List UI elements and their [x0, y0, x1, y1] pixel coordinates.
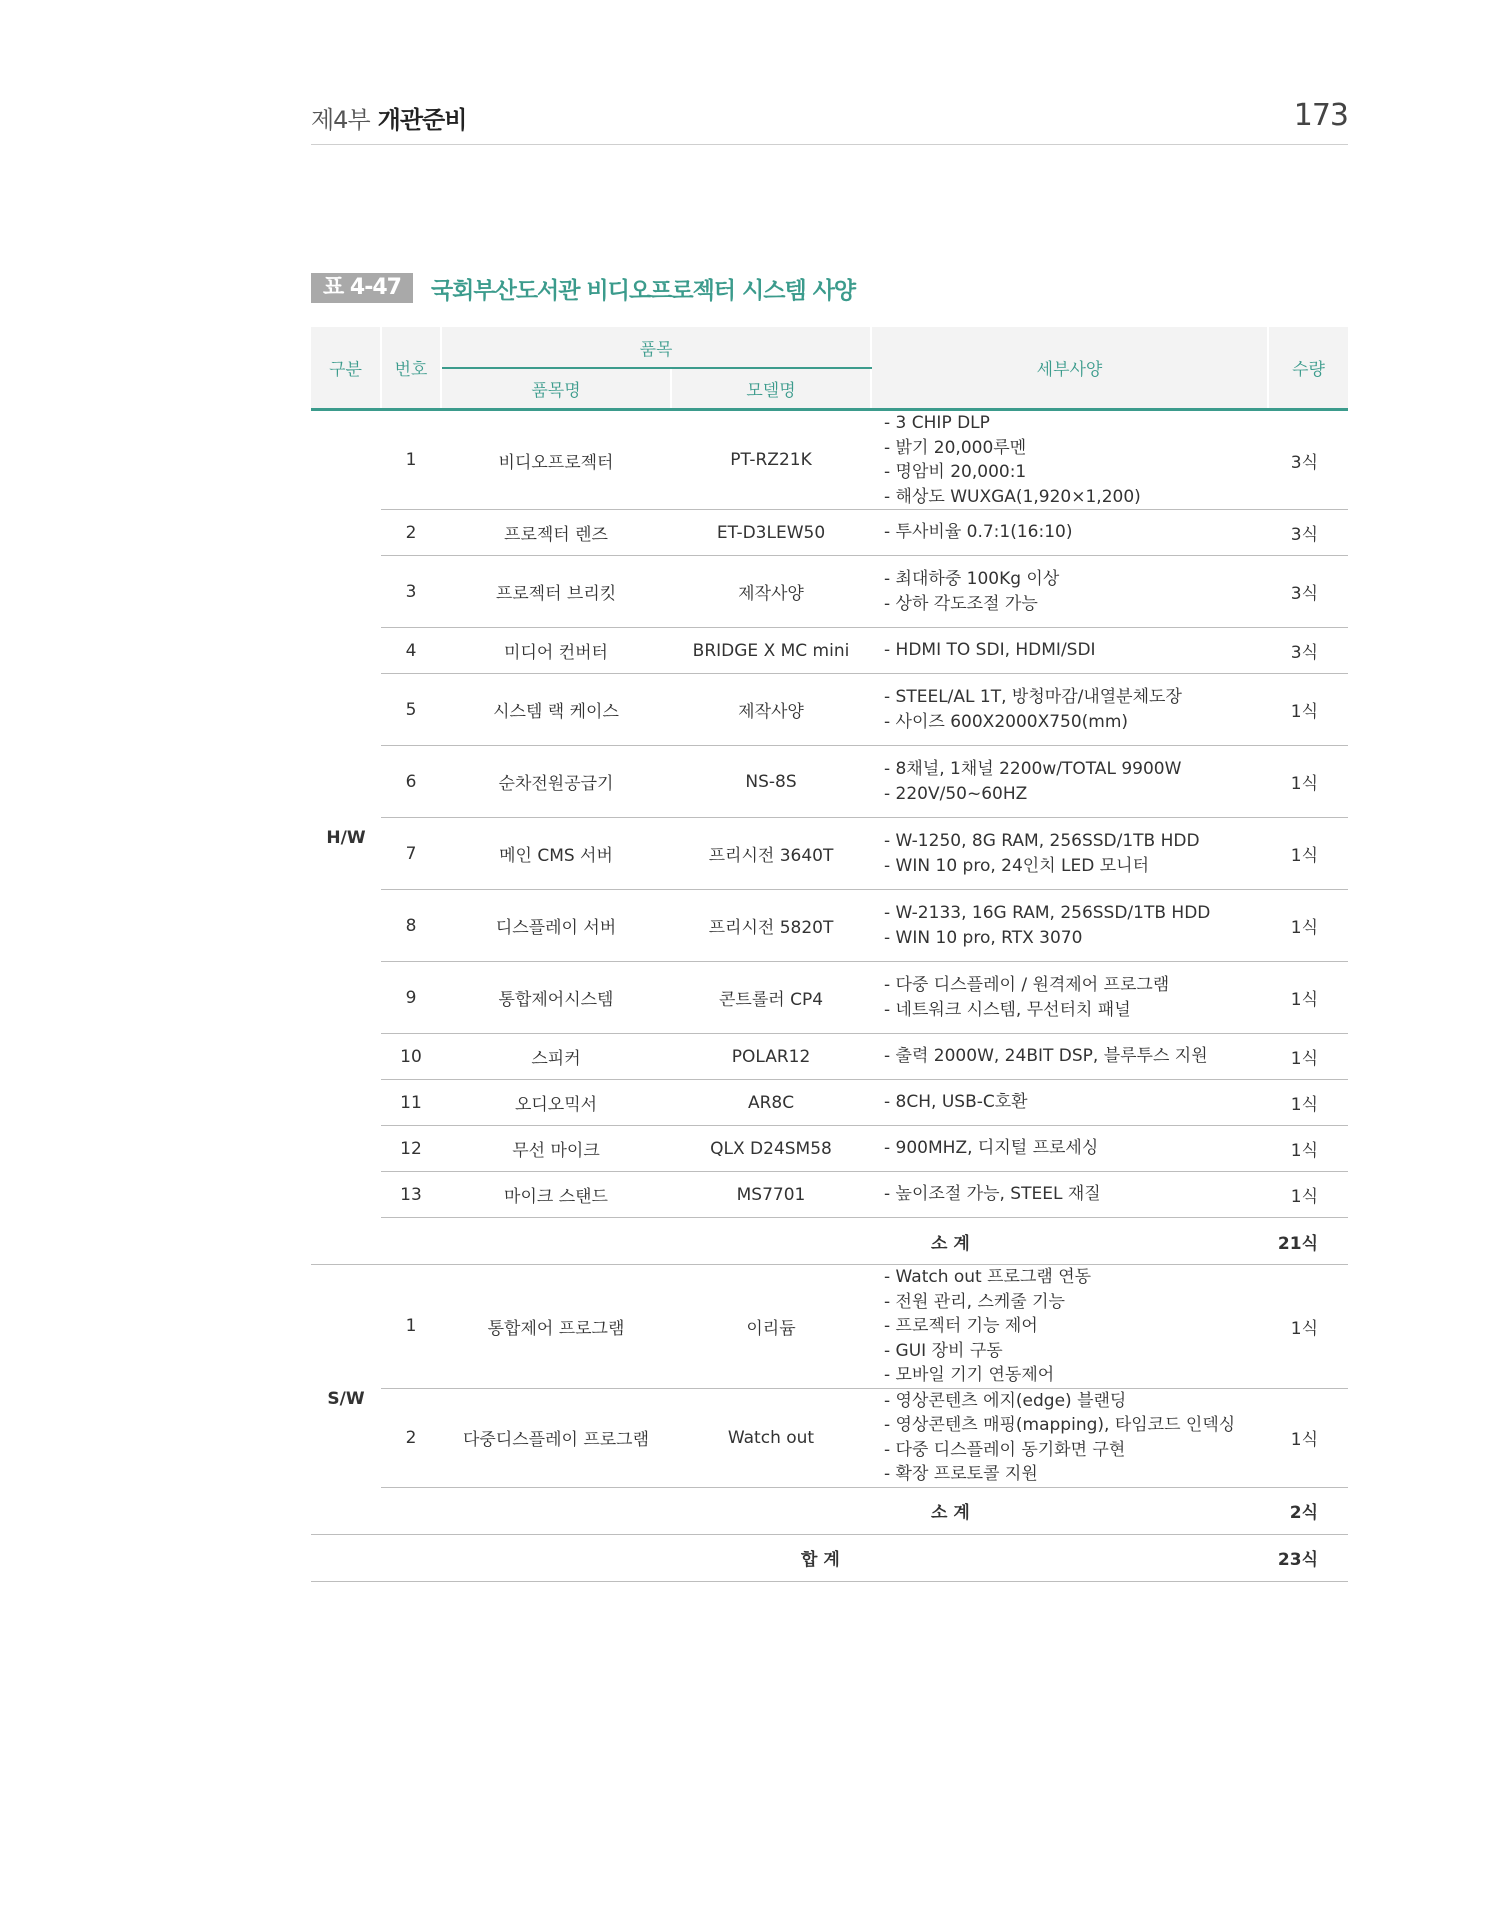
table-title: 국회부산도서관 비디오프로젝터 시스템 사양 — [430, 277, 856, 304]
item-name: 프로젝터 렌즈 — [441, 510, 671, 556]
table-row — [311, 1172, 1348, 1218]
subtotal-quantity: 21식 — [1268, 1218, 1348, 1265]
item-name: 무선 마이크 — [441, 1126, 671, 1172]
spec-line: - 다중 디스플레이 / 원격제어 프로그램 — [884, 975, 1170, 995]
part-title: 개관준비 — [377, 106, 467, 134]
spec-details — [871, 1034, 1268, 1080]
part-number: 제4부 — [311, 106, 370, 134]
table-row — [311, 1080, 1348, 1126]
spec-details — [871, 510, 1268, 556]
table-row — [311, 628, 1348, 674]
model-name: 콘트롤러 CP4 — [671, 962, 871, 1034]
table-row — [311, 1388, 1348, 1487]
col-header-model: 모델명 — [671, 368, 871, 410]
table-row — [311, 1034, 1348, 1080]
item-name: 미디어 컨버터 — [441, 628, 671, 674]
category-cell: S/W — [311, 1265, 381, 1535]
model-name: POLAR12 — [671, 1034, 871, 1080]
item-name: 메인 CMS 서버 — [441, 818, 671, 890]
row-number: 2 — [381, 1388, 441, 1487]
table-row — [311, 1265, 1348, 1389]
row-number: 4 — [381, 628, 441, 674]
table-row — [311, 818, 1348, 890]
spec-line: - 8CH, USB-C호환 — [884, 1092, 1028, 1113]
model-name: 프리시전 5820T — [671, 890, 871, 962]
spec-details — [871, 818, 1268, 890]
col-header-details: 세부사양 — [871, 327, 1268, 410]
row-number: 1 — [381, 1265, 441, 1389]
row-number: 2 — [381, 510, 441, 556]
category-cell: H/W — [311, 410, 381, 1265]
spec-line: - 전원 관리, 스케줄 기능 — [884, 1291, 1065, 1312]
row-number: 10 — [381, 1034, 441, 1080]
spec-line: - 투사비율 0.7:1(16:10) — [884, 522, 1073, 543]
spec-details — [871, 674, 1268, 746]
row-number: 9 — [381, 962, 441, 1034]
item-name: 마이크 스탠드 — [441, 1172, 671, 1218]
quantity: 1식 — [1268, 818, 1348, 890]
model-name: MS7701 — [671, 1172, 871, 1218]
model-name: 제작사양 — [671, 556, 871, 628]
table-caption — [311, 272, 855, 304]
col-header-item-name: 품목명 — [441, 368, 671, 410]
spec-details — [871, 1126, 1268, 1172]
spec-line: - 네트워크 시스템, 무선터치 패널 — [884, 999, 1131, 1020]
spec-line: - 최대하중 100Kg 이상 — [884, 569, 1060, 589]
item-name: 프로젝터 브리킷 — [441, 556, 671, 628]
model-name: 이리듐 — [671, 1265, 871, 1389]
model-name: Watch out — [671, 1388, 871, 1487]
item-name: 비디오프로젝터 — [441, 410, 671, 510]
row-number: 7 — [381, 818, 441, 890]
spec-line: - 영상콘텐츠 에지(edge) 블랜딩 — [884, 1390, 1127, 1411]
grand-total-row — [311, 1534, 1348, 1581]
subtotal-quantity: 2식 — [1268, 1487, 1348, 1534]
item-name: 디스플레이 서버 — [441, 890, 671, 962]
quantity: 1식 — [1268, 1388, 1348, 1487]
spec-line: - 사이즈 600X2000X750(mm) — [884, 711, 1129, 732]
quantity: 1식 — [1268, 1265, 1348, 1389]
spec-details — [871, 1265, 1268, 1389]
quantity: 1식 — [1268, 962, 1348, 1034]
spec-details — [871, 890, 1268, 962]
spec-line: - W-2133, 16G RAM, 256SSD/1TB HDD — [884, 903, 1211, 923]
spec-line: - 상하 각도조절 가능 — [884, 593, 1038, 614]
spec-line: - GUI 장비 구동 — [884, 1340, 1003, 1361]
row-number: 11 — [381, 1080, 441, 1126]
spec-details — [871, 1388, 1268, 1487]
spec-line: - W-1250, 8G RAM, 256SSD/1TB HDD — [884, 831, 1200, 851]
model-name: BRIDGE X MC mini — [671, 628, 871, 674]
item-name: 스피커 — [441, 1034, 671, 1080]
row-number: 13 — [381, 1172, 441, 1218]
col-header-number: 번호 — [381, 327, 441, 410]
running-header — [311, 100, 1348, 145]
spec-details — [871, 1172, 1268, 1218]
spec-details — [871, 1080, 1268, 1126]
spec-details — [871, 628, 1268, 674]
col-header-category: 구분 — [311, 327, 381, 410]
item-name: 순차전원공급기 — [441, 746, 671, 818]
table-row — [311, 962, 1348, 1034]
quantity: 1식 — [1268, 1172, 1348, 1218]
quantity: 1식 — [1268, 1080, 1348, 1126]
spec-details — [871, 410, 1268, 510]
row-number: 12 — [381, 1126, 441, 1172]
table-row — [311, 556, 1348, 628]
model-name: 제작사양 — [671, 674, 871, 746]
grand-total-quantity: 23식 — [1268, 1534, 1348, 1581]
spec-line: - 명암비 20,000:1 — [884, 462, 1027, 482]
col-header-item-group: 품목 — [441, 327, 871, 368]
spec-line: - 높이조절 가능, STEEL 재질 — [884, 1184, 1101, 1205]
spec-line: - WIN 10 pro, RTX 3070 — [884, 927, 1083, 948]
spec-line: - 8채널, 1채널 2200w/TOTAL 9900W — [884, 759, 1182, 779]
model-name: NS-8S — [671, 746, 871, 818]
row-number: 8 — [381, 890, 441, 962]
page-number: 173 — [1293, 98, 1348, 133]
spec-line: - 확장 프로토콜 지원 — [884, 1464, 1038, 1484]
item-name: 통합제어시스템 — [441, 962, 671, 1034]
spec-details — [871, 746, 1268, 818]
table-row — [311, 890, 1348, 962]
subtotal-row — [311, 1487, 1348, 1534]
table-number-badge: 표 4-47 — [311, 273, 413, 303]
model-name: ET-D3LEW50 — [671, 510, 871, 556]
row-number: 3 — [381, 556, 441, 628]
table-row — [311, 746, 1348, 818]
part-label — [311, 100, 466, 135]
subtotal-label: 소 계 — [381, 1487, 1268, 1534]
spec-line: - 다중 디스플레이 동기화면 구현 — [884, 1439, 1126, 1460]
col-header-quantity: 수량 — [1268, 327, 1348, 410]
quantity: 1식 — [1268, 1034, 1348, 1080]
item-name: 통합제어 프로그램 — [441, 1265, 671, 1389]
spec-line: - 프로젝터 기능 제어 — [884, 1316, 1038, 1336]
table-row — [311, 1126, 1348, 1172]
spec-line: - 3 CHIP DLP — [884, 413, 990, 433]
quantity: 1식 — [1268, 674, 1348, 746]
table-row — [311, 410, 1348, 510]
table-body — [311, 410, 1348, 1582]
quantity: 1식 — [1268, 890, 1348, 962]
quantity: 1식 — [1268, 746, 1348, 818]
item-name: 다중디스플레이 프로그램 — [441, 1388, 671, 1487]
spec-line: - 900MHZ, 디지털 프로세싱 — [884, 1138, 1099, 1159]
spec-line: - 해상도 WUXGA(1,920×1,200) — [884, 486, 1141, 507]
spec-line: - 영상콘텐츠 매핑(mapping), 타임코드 인덱싱 — [884, 1415, 1236, 1435]
subtotal-row — [311, 1218, 1348, 1265]
row-number: 6 — [381, 746, 441, 818]
item-name: 오디오믹서 — [441, 1080, 671, 1126]
spec-line: - WIN 10 pro, 24인치 LED 모니터 — [884, 855, 1149, 876]
quantity: 3식 — [1268, 410, 1348, 510]
spec-line: - 출력 2000W, 24BIT DSP, 블루투스 지원 — [884, 1046, 1208, 1067]
spec-line: - STEEL/AL 1T, 방청마감/내열분체도장 — [884, 687, 1182, 707]
spec-details — [871, 962, 1268, 1034]
grand-total-label: 합 계 — [311, 1534, 1268, 1581]
subtotal-label: 소 계 — [381, 1218, 1268, 1265]
item-name: 시스템 랙 케이스 — [441, 674, 671, 746]
quantity: 3식 — [1268, 628, 1348, 674]
row-number: 5 — [381, 674, 441, 746]
quantity: 3식 — [1268, 556, 1348, 628]
table-row — [311, 674, 1348, 746]
quantity: 3식 — [1268, 510, 1348, 556]
spec-table — [311, 327, 1348, 1582]
table-header — [311, 327, 1348, 410]
row-number: 1 — [381, 410, 441, 510]
model-name: QLX D24SM58 — [671, 1126, 871, 1172]
spec-line: - 밝기 20,000루멘 — [884, 437, 1027, 458]
spec-details — [871, 556, 1268, 628]
spec-line: - HDMI TO SDI, HDMI/SDI — [884, 640, 1096, 661]
table-row — [311, 510, 1348, 556]
spec-line: - 모바일 기기 연동제어 — [884, 1365, 1055, 1385]
model-name: AR8C — [671, 1080, 871, 1126]
model-name: PT-RZ21K — [671, 410, 871, 510]
spec-line: - 220V/50~60HZ — [884, 783, 1028, 804]
model-name: 프리시전 3640T — [671, 818, 871, 890]
quantity: 1식 — [1268, 1126, 1348, 1172]
spec-line: - Watch out 프로그램 연동 — [884, 1267, 1092, 1287]
